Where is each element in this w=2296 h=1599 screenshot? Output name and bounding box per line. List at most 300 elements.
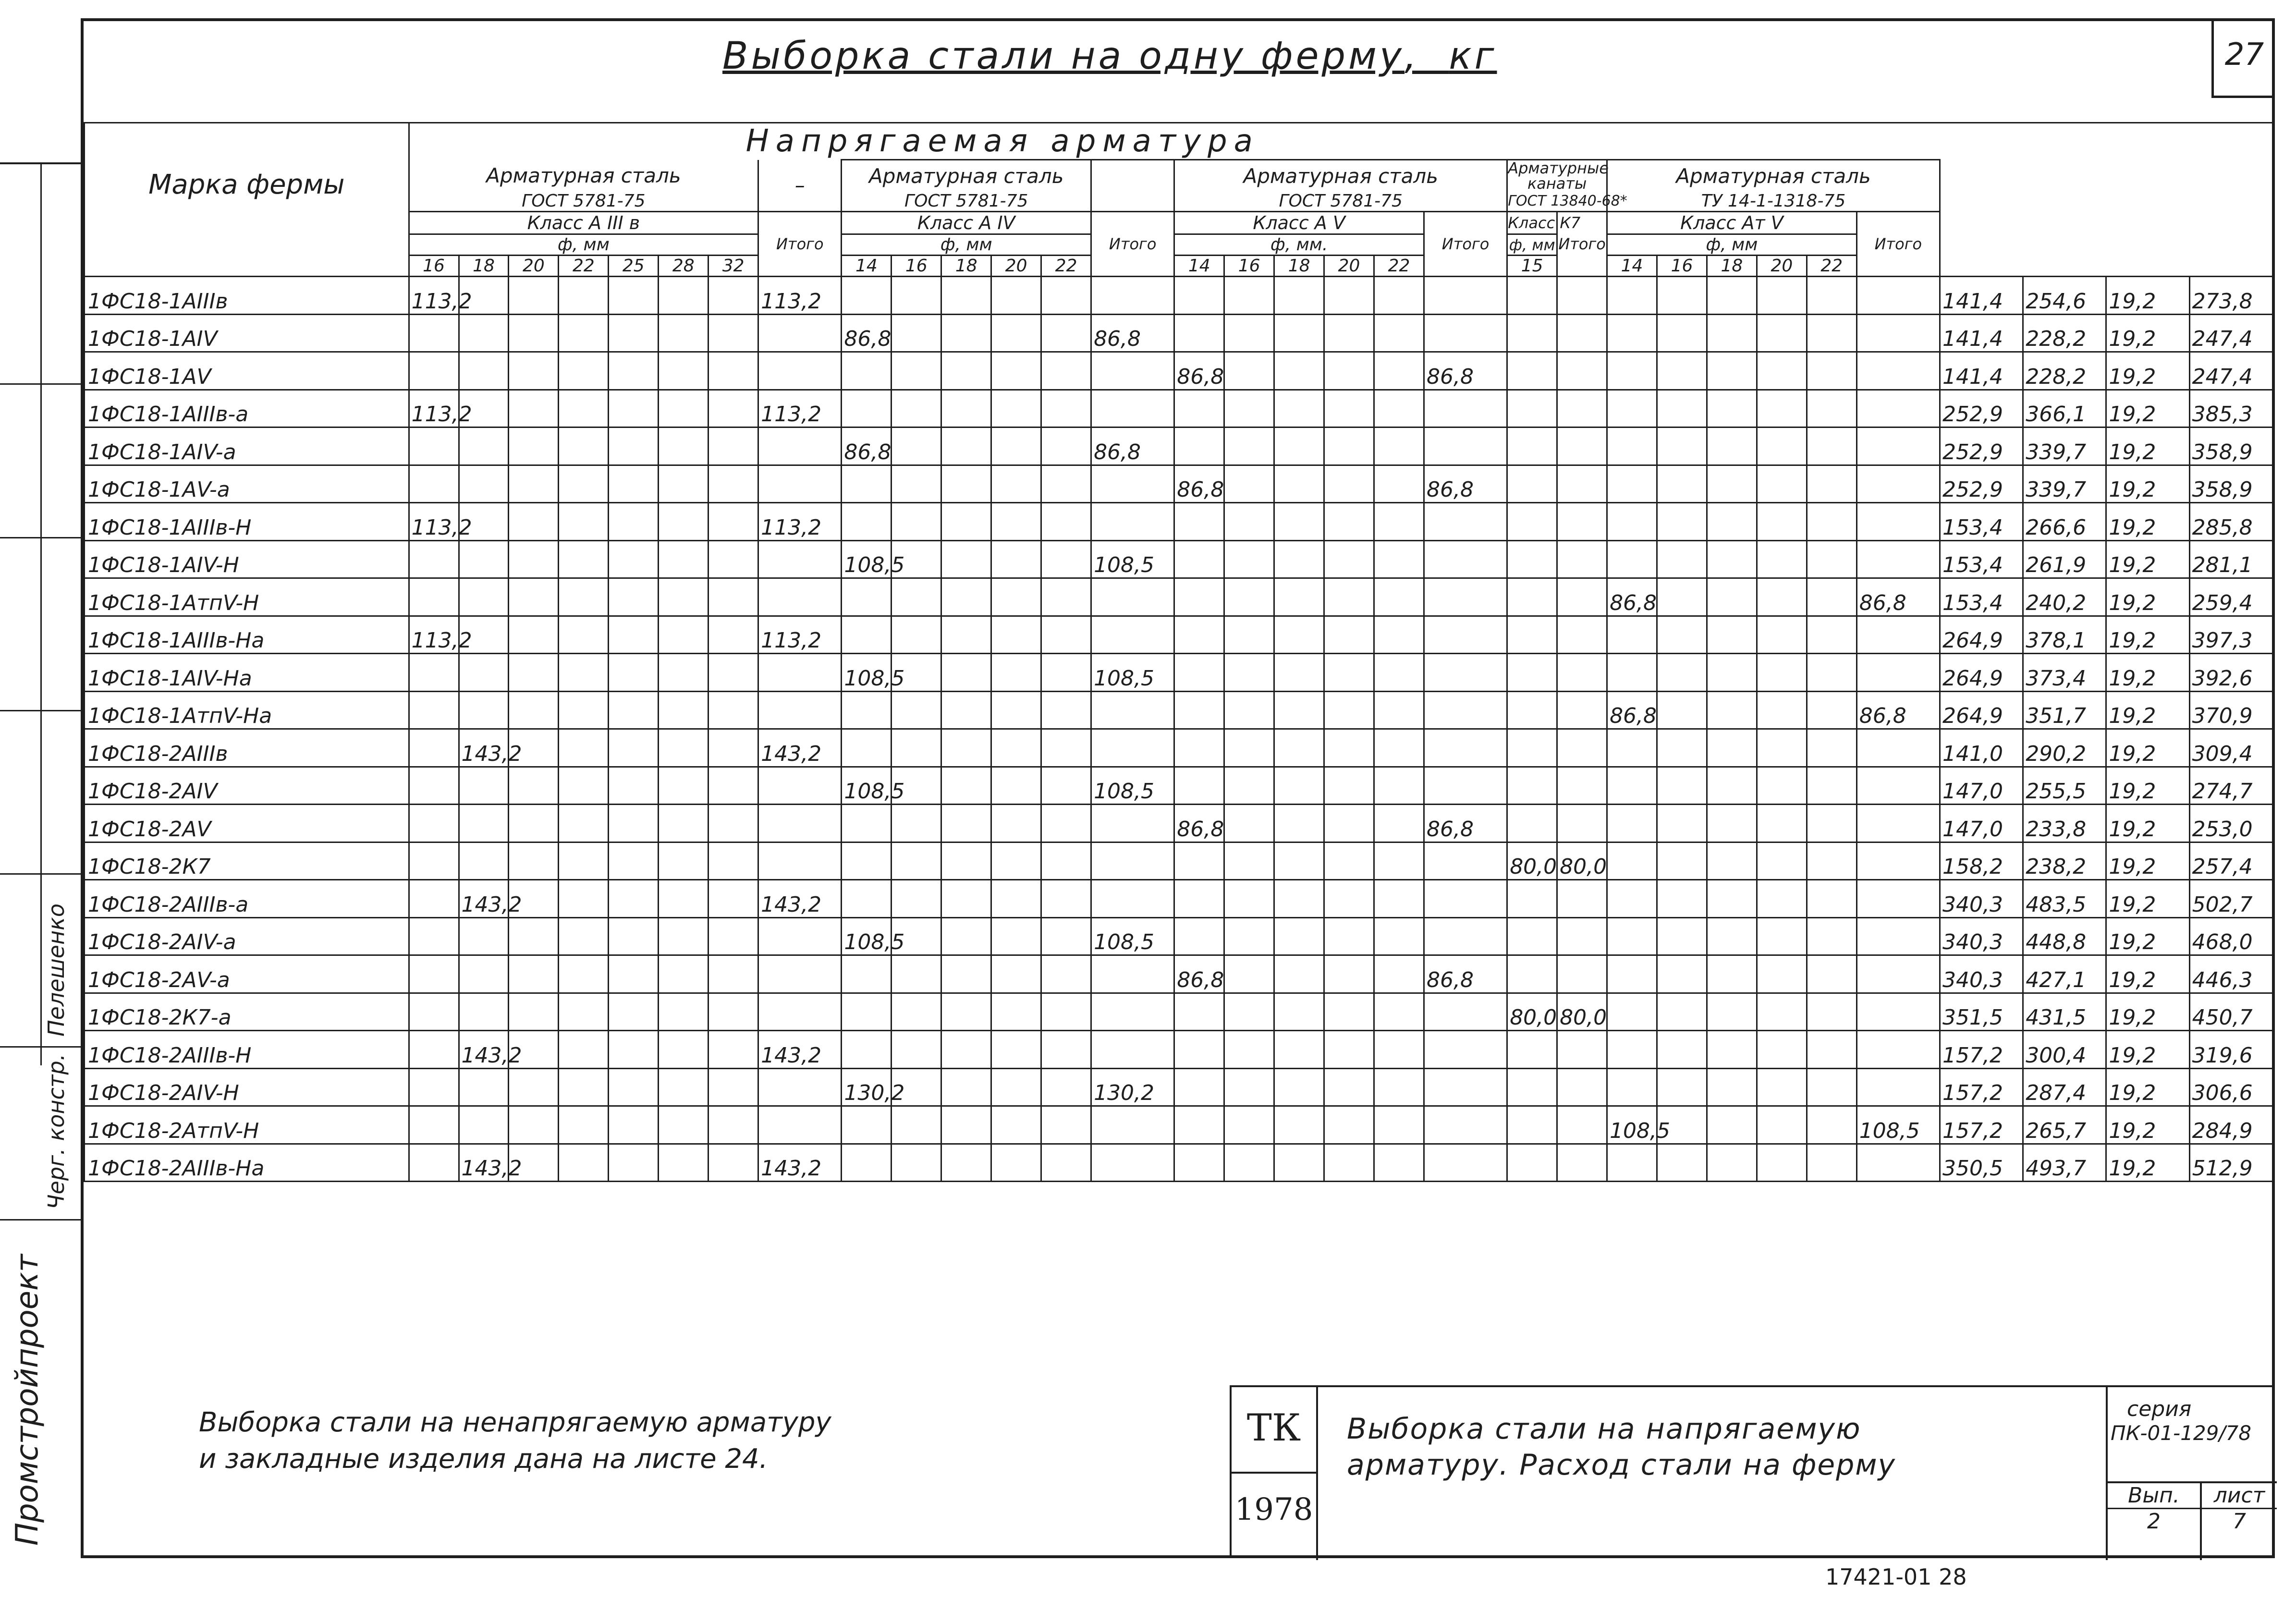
- table-cell: [1091, 578, 1174, 616]
- table-cell: [941, 805, 991, 842]
- table-row: [85, 880, 2273, 918]
- table-cell: [1607, 993, 1657, 1031]
- table-cell: [1507, 1031, 1557, 1069]
- table-cell: 1ФС18-1АтпV-На: [85, 691, 409, 729]
- table-row: [85, 1144, 2273, 1182]
- table-cell: 130,2: [842, 1068, 892, 1106]
- table-cell: 1ФС18-2АIV-а: [85, 917, 409, 955]
- table-cell: [758, 955, 842, 993]
- table-cell: [659, 842, 708, 880]
- g5-diam-1: 16: [1657, 256, 1707, 277]
- table-cell: [1507, 503, 1557, 541]
- table-cell: [941, 277, 991, 315]
- table-cell: [1174, 390, 1224, 427]
- table-row: [85, 767, 2273, 805]
- table-cell: [659, 880, 708, 918]
- table-cell: [941, 767, 991, 805]
- table-cell: [1041, 1144, 1091, 1182]
- table-cell: 19,2: [2106, 805, 2189, 842]
- table-cell: [941, 503, 991, 541]
- g5-diam-0: 14: [1607, 256, 1657, 277]
- table-cell: 108,5: [842, 654, 892, 692]
- table-cell: 247,4: [2189, 314, 2272, 352]
- table-cell: [1707, 578, 1757, 616]
- table-cell: [1274, 654, 1324, 692]
- g4-diam: ф, мм: [1507, 234, 1557, 256]
- table-cell: 252,9: [1940, 427, 2023, 465]
- table-cell: [1174, 1031, 1224, 1069]
- table-row: [85, 314, 2273, 352]
- table-cell: [1607, 805, 1657, 842]
- table-cell: [758, 691, 842, 729]
- table-cell: [1274, 540, 1324, 578]
- table-cell: [1374, 465, 1424, 503]
- table-cell: 19,2: [2106, 1031, 2189, 1069]
- table-cell: [1374, 880, 1424, 918]
- table-cell: 448,8: [2023, 917, 2106, 955]
- table-cell: 143,2: [758, 1144, 842, 1182]
- table-cell: [1757, 1068, 1807, 1106]
- table-cell: [1274, 1106, 1324, 1144]
- table-cell: [1274, 1068, 1324, 1106]
- table-cell: [1707, 465, 1757, 503]
- table-cell: [1324, 955, 1374, 993]
- g1-diam-2: 20: [509, 256, 559, 277]
- table-cell: [609, 805, 659, 842]
- table-cell: [1374, 314, 1424, 352]
- table-cell: [842, 578, 892, 616]
- table-cell: [609, 842, 659, 880]
- table-cell: [1091, 1031, 1174, 1069]
- table-cell: [1607, 1031, 1657, 1069]
- table-cell: [1507, 917, 1557, 955]
- table-cell: [991, 955, 1041, 993]
- table-cell: [559, 277, 609, 315]
- table-cell: [1707, 917, 1757, 955]
- table-cell: [1224, 805, 1274, 842]
- table-cell: [991, 277, 1041, 315]
- table-cell: [1657, 917, 1707, 955]
- table-cell: [1174, 277, 1224, 315]
- table-cell: 255,5: [2023, 767, 2106, 805]
- table-cell: 238,2: [2023, 842, 2106, 880]
- table-cell: [1324, 1144, 1374, 1182]
- table-cell: [609, 578, 659, 616]
- table-cell: [409, 465, 459, 503]
- table-cell: [609, 955, 659, 993]
- table-cell: [892, 1031, 941, 1069]
- table-cell: [1374, 955, 1424, 993]
- table-cell: 1ФС18-1АIIIв: [85, 277, 409, 315]
- table-cell: [758, 352, 842, 390]
- table-cell: [509, 1068, 559, 1106]
- table-cell: [941, 1068, 991, 1106]
- table-cell: [1374, 917, 1424, 955]
- table-cell: [659, 767, 708, 805]
- table-cell: 309,4: [2189, 729, 2272, 767]
- table-cell: [1807, 578, 1856, 616]
- table-cell: 86,8: [1856, 691, 1940, 729]
- table-cell: [1091, 1106, 1174, 1144]
- table-cell: [1557, 880, 1607, 918]
- table-cell: [892, 465, 941, 503]
- table-cell: [1657, 465, 1707, 503]
- stamp-series-value: ПК-01-129/78: [2111, 1421, 2251, 1445]
- table-cell: [708, 729, 758, 767]
- table-cell: [1856, 427, 1940, 465]
- table-cell: 284,9: [2189, 1106, 2272, 1144]
- table-cell: [1657, 390, 1707, 427]
- table-cell: [1324, 767, 1374, 805]
- table-cell: [1174, 729, 1224, 767]
- table-cell: [941, 427, 991, 465]
- table-cell: [991, 1031, 1041, 1069]
- g5-total: Итого: [1856, 212, 1940, 277]
- table-cell: [1374, 352, 1424, 390]
- table-cell: [1424, 503, 1507, 541]
- table-cell: [1041, 427, 1091, 465]
- table-cell: [609, 314, 659, 352]
- table-cell: [892, 1144, 941, 1182]
- stamp-org: ТК: [1246, 1406, 1301, 1450]
- table-cell: 86,8: [1424, 955, 1507, 993]
- table-cell: [559, 767, 609, 805]
- table-cell: [842, 691, 892, 729]
- table-cell: [1707, 1068, 1757, 1106]
- table-cell: [1807, 805, 1856, 842]
- table-cell: [1557, 465, 1607, 503]
- page-number: 27: [2224, 37, 2264, 73]
- table-cell: [1607, 1144, 1657, 1182]
- table-cell: [1041, 993, 1091, 1031]
- table-cell: [1807, 691, 1856, 729]
- table-cell: [1607, 729, 1657, 767]
- table-cell: [1507, 277, 1557, 315]
- table-cell: [1856, 352, 1940, 390]
- table-cell: 147,0: [1940, 767, 2023, 805]
- table-row: [85, 1068, 2273, 1106]
- table-row: [85, 691, 2273, 729]
- table-cell: [1707, 1144, 1757, 1182]
- table-cell: [1607, 503, 1657, 541]
- table-cell: [509, 390, 559, 427]
- table-cell: [509, 805, 559, 842]
- table-cell: [991, 465, 1041, 503]
- table-cell: 358,9: [2189, 427, 2272, 465]
- table-cell: [1324, 465, 1374, 503]
- stamp-series-label: серия: [2127, 1397, 2192, 1421]
- table-cell: 19,2: [2106, 880, 2189, 918]
- table-cell: [941, 880, 991, 918]
- table-cell: 19,2: [2106, 767, 2189, 805]
- table-cell: 86,8: [842, 314, 892, 352]
- table-cell: [1324, 917, 1374, 955]
- g3-diam-0: 14: [1174, 256, 1224, 277]
- table-cell: [708, 767, 758, 805]
- table-cell: [509, 465, 559, 503]
- table-cell: 153,4: [1940, 578, 2023, 616]
- g3-class: Класс А V: [1174, 212, 1424, 234]
- table-cell: 86,8: [1607, 691, 1657, 729]
- table-row: [85, 993, 2273, 1031]
- table-cell: [1557, 616, 1607, 654]
- table-cell: 446,3: [2189, 955, 2272, 993]
- table-cell: [1856, 1144, 1940, 1182]
- table-cell: [1274, 842, 1324, 880]
- table-cell: 143,2: [459, 729, 509, 767]
- table-cell: [1807, 390, 1856, 427]
- table-cell: 340,3: [1940, 880, 2023, 918]
- table-cell: [1557, 691, 1607, 729]
- g2-diam-3: 20: [991, 256, 1041, 277]
- table-cell: [1707, 540, 1757, 578]
- table-cell: [1757, 729, 1807, 767]
- table-cell: [1324, 729, 1374, 767]
- table-cell: [609, 691, 659, 729]
- table-cell: [509, 993, 559, 1031]
- g2-blank: [1091, 160, 1174, 212]
- table-cell: [559, 729, 609, 767]
- table-cell: 300,4: [2023, 1031, 2106, 1069]
- table-cell: [659, 427, 708, 465]
- table-cell: [892, 390, 941, 427]
- table-cell: [758, 767, 842, 805]
- table-cell: [459, 427, 509, 465]
- table-cell: [609, 540, 659, 578]
- table-cell: 1ФС18-1АIV: [85, 314, 409, 352]
- table-cell: [1424, 691, 1507, 729]
- table-cell: [1807, 955, 1856, 993]
- table-cell: [1424, 917, 1507, 955]
- table-cell: [1607, 880, 1657, 918]
- table-cell: 86,8: [1607, 578, 1657, 616]
- table-cell: [1174, 503, 1224, 541]
- table-cell: [708, 805, 758, 842]
- stamp-year-cell: [1232, 1474, 1318, 1560]
- table-cell: [1041, 540, 1091, 578]
- table-row: [85, 955, 2273, 993]
- table-cell: [708, 654, 758, 692]
- table-cell: [1174, 1144, 1224, 1182]
- table-cell: [1424, 314, 1507, 352]
- table-cell: [1757, 1031, 1807, 1069]
- table-cell: 113,2: [409, 503, 459, 541]
- table-cell: [1324, 993, 1374, 1031]
- table-cell: [1757, 805, 1807, 842]
- table-cell: [1174, 1106, 1224, 1144]
- table-cell: [1274, 955, 1324, 993]
- table-cell: 228,2: [2023, 314, 2106, 352]
- table-cell: [659, 729, 708, 767]
- table-cell: [1224, 465, 1274, 503]
- table-cell: [559, 1068, 609, 1106]
- table-cell: [459, 767, 509, 805]
- table-cell: [1324, 1106, 1374, 1144]
- table-cell: [1324, 805, 1374, 842]
- table-cell: [1757, 654, 1807, 692]
- table-cell: 113,2: [409, 277, 459, 315]
- g5-diam-3: 20: [1757, 256, 1807, 277]
- table-cell: [1607, 465, 1657, 503]
- table-cell: [1041, 880, 1091, 918]
- table-row: [85, 277, 2273, 315]
- table-cell: [1424, 277, 1507, 315]
- table-cell: 143,2: [758, 729, 842, 767]
- table-cell: [991, 842, 1041, 880]
- table-cell: [1657, 842, 1707, 880]
- table-cell: [1091, 352, 1174, 390]
- table-cell: 19,2: [2106, 578, 2189, 616]
- table-cell: [1324, 390, 1374, 427]
- table-cell: [609, 1068, 659, 1106]
- table-cell: [1856, 917, 1940, 955]
- table-cell: [1807, 503, 1856, 541]
- table-cell: 450,7: [2189, 993, 2272, 1031]
- table-row: [85, 540, 2273, 578]
- table-cell: [1557, 427, 1607, 465]
- table-row: [85, 352, 2273, 390]
- g3-diam-4: 22: [1374, 256, 1424, 277]
- table-cell: 86,8: [1856, 578, 1940, 616]
- table-cell: [1856, 880, 1940, 918]
- table-cell: [1424, 1144, 1507, 1182]
- table-cell: [991, 993, 1041, 1031]
- table-cell: [409, 880, 459, 918]
- table-cell: [1424, 578, 1507, 616]
- stamp-issue-label: Вып.: [2108, 1483, 2200, 1509]
- table-cell: [1807, 352, 1856, 390]
- table-cell: [1856, 314, 1940, 352]
- table-cell: [509, 767, 559, 805]
- table-cell: [758, 427, 842, 465]
- table-cell: [1657, 616, 1707, 654]
- table-cell: [1856, 955, 1940, 993]
- table-cell: 1ФС18-1АV-а: [85, 465, 409, 503]
- table-cell: [609, 427, 659, 465]
- table-cell: [941, 1144, 991, 1182]
- table-cell: 392,6: [2189, 654, 2272, 692]
- table-cell: [459, 917, 509, 955]
- table-cell: [409, 654, 459, 692]
- page-number-box: [2211, 21, 2275, 98]
- table-cell: [409, 427, 459, 465]
- table-cell: [1424, 1031, 1507, 1069]
- table-cell: 108,5: [1607, 1106, 1657, 1144]
- table-cell: [609, 390, 659, 427]
- table-cell: [1324, 352, 1374, 390]
- table-cell: [659, 578, 708, 616]
- table-cell: [892, 277, 941, 315]
- table-cell: 108,5: [842, 917, 892, 955]
- table-cell: [991, 1068, 1041, 1106]
- table-row: [85, 503, 2273, 541]
- stamp-org-cell: [1232, 1387, 1318, 1474]
- table-cell: [991, 314, 1041, 352]
- table-cell: 141,0: [1940, 729, 2023, 767]
- table-cell: [559, 314, 609, 352]
- g4-total: Итого: [1557, 212, 1607, 277]
- table-cell: [1856, 805, 1940, 842]
- table-cell: [609, 1031, 659, 1069]
- stamp-caption: [1347, 1411, 1896, 1483]
- table-cell: [409, 842, 459, 880]
- table-cell: [409, 314, 459, 352]
- table-row: [85, 1106, 2273, 1144]
- table-cell: [842, 503, 892, 541]
- table-cell: [459, 1068, 509, 1106]
- table-cell: [1224, 1106, 1274, 1144]
- table-cell: 483,5: [2023, 880, 2106, 918]
- table-row: [85, 390, 2273, 427]
- stamp-sheet-label: лист: [2202, 1483, 2277, 1509]
- table-cell: 113,2: [409, 390, 459, 427]
- table-cell: [409, 1068, 459, 1106]
- table-cell: 351,5: [1940, 993, 2023, 1031]
- table-cell: 1ФС18-2АIV-Н: [85, 1068, 409, 1106]
- table-cell: 1ФС18-1АIIIв-а: [85, 390, 409, 427]
- table-cell: [609, 277, 659, 315]
- table-cell: [1807, 540, 1856, 578]
- table-cell: [708, 427, 758, 465]
- table-cell: [1174, 767, 1224, 805]
- table-cell: 339,7: [2023, 427, 2106, 465]
- table-cell: [559, 465, 609, 503]
- archive-number: 17421-01 28: [1825, 1564, 1967, 1590]
- table-cell: [842, 390, 892, 427]
- table-cell: [941, 993, 991, 1031]
- table-cell: [1557, 503, 1607, 541]
- table-cell: [1374, 1144, 1424, 1182]
- table-cell: 108,5: [1091, 917, 1174, 955]
- table-cell: [1557, 390, 1607, 427]
- table-cell: [1091, 805, 1174, 842]
- table-cell: [708, 314, 758, 352]
- table-cell: [609, 917, 659, 955]
- table-cell: [842, 1106, 892, 1144]
- table-cell: [941, 842, 991, 880]
- table-cell: 108,5: [1091, 654, 1174, 692]
- table-cell: [1274, 729, 1324, 767]
- table-cell: 1ФС18-2К7: [85, 842, 409, 880]
- table-cell: 1ФС18-2АIIIв: [85, 729, 409, 767]
- table-cell: [1324, 1068, 1374, 1106]
- table-cell: [1324, 277, 1374, 315]
- table-cell: [1374, 805, 1424, 842]
- table-cell: [409, 955, 459, 993]
- table-cell: 113,2: [409, 616, 459, 654]
- table-cell: [1807, 314, 1856, 352]
- table-cell: [1224, 314, 1274, 352]
- table-cell: 19,2: [2106, 691, 2189, 729]
- table-cell: 1ФС18-1АIV-Н: [85, 540, 409, 578]
- table-cell: [1757, 691, 1807, 729]
- table-cell: 281,1: [2189, 540, 2272, 578]
- table-cell: 306,6: [2189, 1068, 2272, 1106]
- table-cell: 158,2: [1940, 842, 2023, 880]
- table-cell: [1707, 767, 1757, 805]
- table-cell: [459, 993, 509, 1031]
- table-cell: [1041, 352, 1091, 390]
- title-unit: кг: [1449, 35, 1497, 78]
- table-cell: [409, 917, 459, 955]
- table-cell: [559, 1144, 609, 1182]
- table-cell: [991, 503, 1041, 541]
- table-row: [85, 917, 2273, 955]
- table-cell: [1757, 314, 1807, 352]
- table-cell: [991, 691, 1041, 729]
- table-cell: [842, 1144, 892, 1182]
- table-cell: 1ФС18-1АIIIв-Н: [85, 503, 409, 541]
